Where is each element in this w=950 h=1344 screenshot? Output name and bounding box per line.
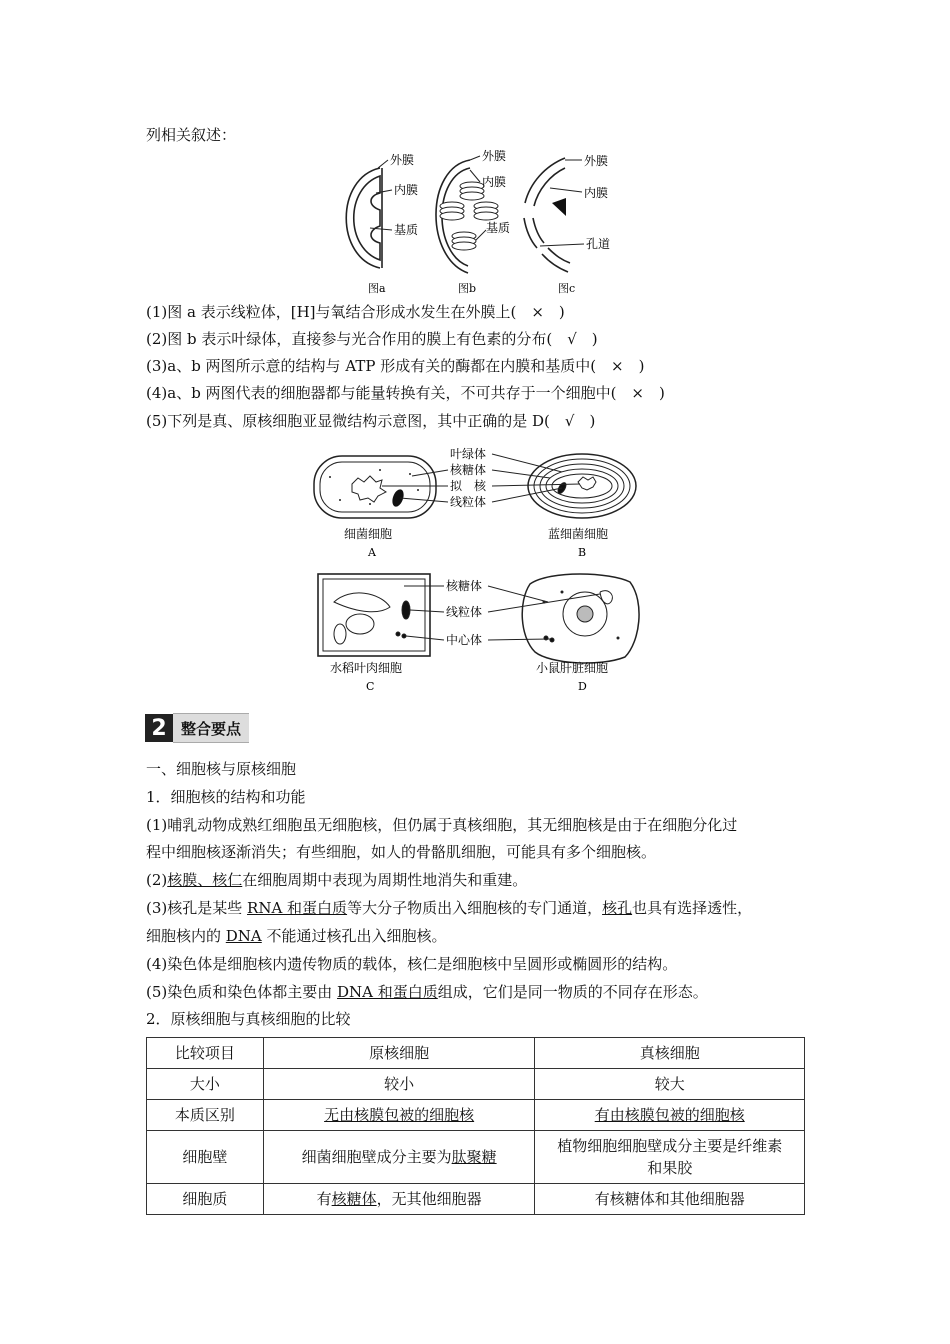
label-chloroplast-top: 叶绿体 xyxy=(450,447,487,461)
para-3-u1: RNA 和蛋白质 xyxy=(247,899,348,917)
part1-title: 一、细胞核与原核细胞 xyxy=(146,760,297,778)
cell-a-bacterium xyxy=(314,456,436,518)
fig-c-pore-complex xyxy=(552,198,566,216)
comparison-table xyxy=(146,1037,805,1215)
table-cell: 大小 xyxy=(147,1069,264,1100)
fig-a-inner-label: 内膜 xyxy=(394,183,419,197)
fig-b-caption: 图b xyxy=(458,282,477,295)
para-1-line-2: 程中细胞核逐渐消失；有些细胞，如人的骨骼肌细胞，可能具有多个细胞核。 xyxy=(146,843,657,861)
section-number: 2 xyxy=(145,714,173,742)
fig-c-pore-label: 孔道 xyxy=(586,237,611,251)
table-cell: 有核糖体和其他细胞器 xyxy=(535,1184,805,1215)
label-ribosome-top: 核糖体 xyxy=(450,463,487,477)
intro-text: 列相关叙述： xyxy=(146,126,237,144)
table-cell-text: 细菌细胞壁成分主要为 xyxy=(301,1148,452,1166)
para-3-u3: DNA xyxy=(225,927,262,945)
para-3-b: 等大分子物质出入细胞核的专门通道， xyxy=(347,899,603,917)
table-cell: 本质区别 xyxy=(147,1100,264,1131)
table-cell: 细胞壁 xyxy=(147,1131,264,1184)
fig-c-outer-label: 外膜 xyxy=(584,154,609,168)
statement-3: (3)a、b 两图所示意的结构与 ATP 形成有关的酶都在内膜和基质中( × ) xyxy=(146,357,645,375)
cell-figure xyxy=(300,442,660,694)
fig-b-inner-label: 内膜 xyxy=(482,175,507,189)
para-3-line-2 xyxy=(146,925,447,947)
para-3-u2: 核孔 xyxy=(602,899,633,917)
section-header xyxy=(145,714,249,742)
fig-a-matrix-label: 基质 xyxy=(394,223,419,237)
cell-b-letter: B xyxy=(578,546,587,559)
cell-d-animal-cell xyxy=(522,574,639,663)
table-cell-text: 植物细胞细胞壁成分主要是纤维素 xyxy=(557,1137,783,1155)
table-row xyxy=(147,1100,805,1131)
para-3-a: (3)核孔是某些 xyxy=(146,899,248,917)
fig-a-mitochondrion xyxy=(346,168,382,268)
table-cell xyxy=(535,1131,805,1184)
table-row xyxy=(147,1069,805,1100)
para-2 xyxy=(146,869,527,891)
statement-2: (2)图 b 表示叶绿体，直接参与光合作用的膜上有色素的分布( √ ) xyxy=(146,330,598,348)
table-cell-underline: 核糖体 xyxy=(331,1190,377,1208)
table-cell-text: 和果胶 xyxy=(647,1159,693,1177)
table-header-cell: 比较项目 xyxy=(147,1038,264,1069)
cell-b-cyanobacterium xyxy=(528,454,636,518)
table-header-row xyxy=(147,1038,805,1069)
table-row xyxy=(147,1184,805,1215)
label-ribosome-bottom: 核糖体 xyxy=(446,579,483,593)
table-header-cell: 真核细胞 xyxy=(535,1038,805,1069)
para-2-rest: 在细胞周期中表现为周期性地消失和重建。 xyxy=(242,871,528,889)
table-header-cell: 原核细胞 xyxy=(263,1038,535,1069)
para-5-a: (5)染色质和染色体都主要由 xyxy=(146,983,338,1001)
para-2-prefix: (2) xyxy=(146,871,168,889)
label-centrosome-bottom: 中心体 xyxy=(446,633,483,647)
table-cell: 较小 xyxy=(263,1069,535,1100)
table-cell: 细胞质 xyxy=(147,1184,264,1215)
table-cell xyxy=(263,1100,535,1131)
cell-c-letter: C xyxy=(366,680,375,693)
table-cell: 较大 xyxy=(535,1069,805,1100)
fig-b-outer-label: 外膜 xyxy=(482,149,507,163)
cell-a-letter: A xyxy=(368,546,376,559)
table-cell xyxy=(263,1131,535,1184)
statement-1: (1)图 a 表示线粒体，[H]与氧结合形成水发生在外膜上( × ) xyxy=(146,303,565,321)
para-3-d: 细胞核内的 xyxy=(146,927,226,945)
table-cell-underline: 无由核膜包被的细胞核 xyxy=(324,1106,475,1124)
table-cell xyxy=(535,1100,805,1131)
fig-a-caption: 图a xyxy=(368,282,386,295)
para-5-u1: DNA 和蛋白质 xyxy=(337,983,438,1001)
table-cell xyxy=(263,1184,535,1215)
table-cell-underline: 有由核膜包被的细胞核 xyxy=(594,1106,745,1124)
para-2-underline: 核膜、核仁 xyxy=(167,871,243,889)
para-5-b: 组成，它们是同一物质的不同存在形态。 xyxy=(437,983,708,1001)
table-row xyxy=(147,1131,805,1184)
sub1-title: 1．细胞核的结构和功能 xyxy=(146,788,306,806)
cell-d-name: 小鼠肝脏细胞 xyxy=(536,661,609,675)
table-cell-text: ，无其他细胞器 xyxy=(376,1190,482,1208)
fig-c-inner-label: 内膜 xyxy=(584,186,609,200)
statement-4: (4)a、b 两图代表的细胞器都与能量转换有关，不可共存于一个细胞中( × ) xyxy=(146,384,665,402)
para-3-line-1 xyxy=(146,897,752,919)
fig-a-outer-label: 外膜 xyxy=(390,153,415,167)
fig-c-caption: 图c xyxy=(558,282,576,295)
label-nucleoid-top: 拟 核 xyxy=(450,479,487,493)
cell-b-name: 蓝细菌细胞 xyxy=(548,527,609,541)
section-title: 整合要点 xyxy=(173,713,249,743)
label-mitochondrion-bottom: 线粒体 xyxy=(446,605,483,619)
organelle-figure xyxy=(330,148,630,298)
fig-c-nuclear-envelope xyxy=(524,158,570,272)
para-5 xyxy=(146,981,708,1003)
table-cell-underline: 肽聚糖 xyxy=(451,1148,497,1166)
fig-b-matrix-label: 基质 xyxy=(486,221,511,235)
label-mitochondrion-top: 线粒体 xyxy=(450,495,487,509)
cell-c-name: 水稻叶肉细胞 xyxy=(330,661,403,675)
fig-b-grana xyxy=(440,182,498,250)
para-4: (4)染色体是细胞核内遗传物质的载体，核仁是细胞核中呈圆形或椭圆形的结构。 xyxy=(146,955,678,973)
para-3-c: 也具有选择透性， xyxy=(632,899,753,917)
statement-5: (5)下列是真、原核细胞亚显微结构示意图，其中正确的是 D( √ ) xyxy=(146,412,596,430)
cell-a-name: 细菌细胞 xyxy=(344,527,393,541)
table-cell-text: 有 xyxy=(316,1190,332,1208)
para-3-e: 不能通过核孔出入细胞核。 xyxy=(261,927,447,945)
cell-d-letter: D xyxy=(578,680,587,693)
sub2-title: 2．原核细胞与真核细胞的比较 xyxy=(146,1010,351,1028)
para-1-line-1: (1)哺乳动物成熟红细胞虽无细胞核，但仍属于真核细胞，其无细胞核是由于在细胞分化过 xyxy=(146,816,738,834)
